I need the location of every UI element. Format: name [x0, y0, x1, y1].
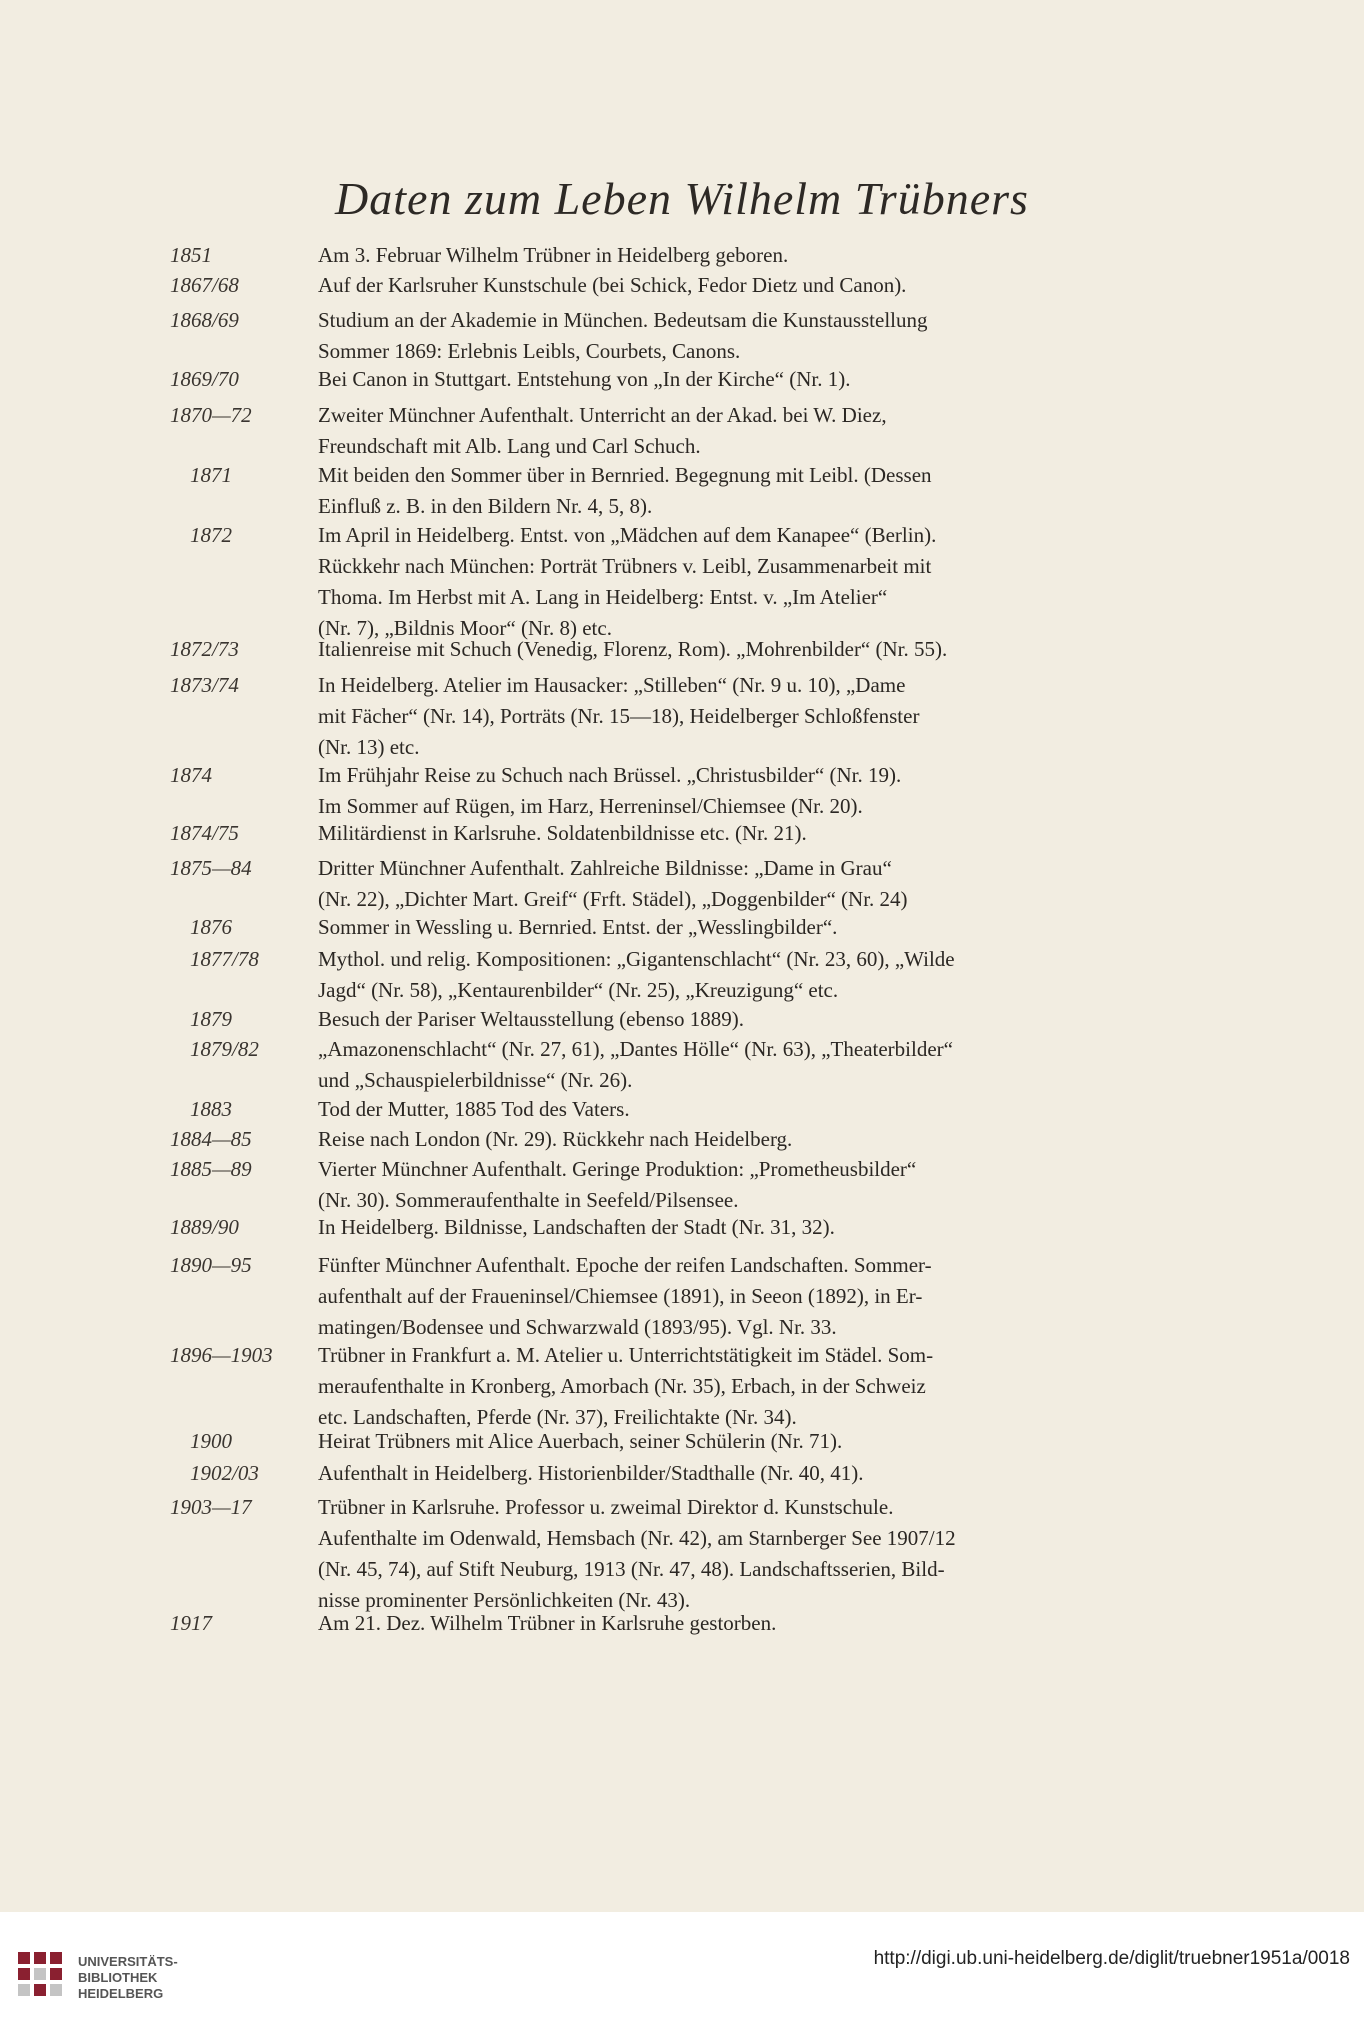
entry-year: 1890—95	[170, 1253, 252, 1277]
entry-text-line: Fünfter Münchner Aufenthalt. Epoche der reifen Landschaften. Sommer-	[318, 1253, 932, 1277]
entry-text-line: (Nr. 45, 74), auf Stift Neuburg, 1913 (Nr. 47, 48). Landschaftsserien, Bild-	[318, 1557, 945, 1581]
entry-text	[318, 270, 1188, 301]
entry-year: 1874/75	[170, 821, 239, 845]
entry-text-line: Heirat Trübners mit Alice Auerbach, seiner Schülerin (Nr. 71).	[318, 1429, 843, 1453]
entry-text	[318, 1492, 1188, 1616]
entry-text-line: „Amazonenschlacht“ (Nr. 27, 61), „Dantes Hölle“ (Nr. 63), „Theaterbilder“	[318, 1037, 953, 1061]
entry-text	[318, 1212, 1188, 1243]
entry-text-line: (Nr. 13) etc.	[318, 735, 420, 759]
entry-text-line: Militärdienst in Karlsruhe. Soldatenbildnisse etc. (Nr. 21).	[318, 821, 807, 845]
entry-text-line: aufenthalt auf der Fraueninsel/Chiemsee (1891), in Seeon (1892), in Er-	[318, 1284, 923, 1308]
entry-year: 1879	[190, 1007, 232, 1031]
entry-text	[318, 1250, 1188, 1343]
entry-text-line: Besuch der Pariser Weltausstellung (ebenso 1889).	[318, 1007, 744, 1031]
entry-text	[318, 670, 1188, 763]
library-logo-icon	[12, 1948, 70, 2004]
entry-year: 1896—1903	[170, 1343, 273, 1367]
entry-year: 1903—17	[170, 1495, 252, 1519]
entry-year: 1879/82	[190, 1037, 259, 1061]
entry-text	[318, 912, 1188, 943]
entry-year: 1873/74	[170, 673, 239, 697]
entry-year: 1867/68	[170, 273, 239, 297]
entry-year: 1872/73	[170, 637, 239, 661]
entry-text-line: Im Frühjahr Reise zu Schuch nach Brüssel. „Christusbilder“ (Nr. 19).	[318, 763, 902, 787]
entry-text-line: Thoma. Im Herbst mit A. Lang in Heidelberg: Entst. v. „Im Atelier“	[318, 585, 888, 609]
entry-year: 1869/70	[170, 367, 239, 391]
entry-text-line: Sommer 1869: Erlebnis Leibls, Courbets, Canons.	[318, 339, 741, 363]
entry-text	[318, 240, 1188, 271]
library-name-line: UNIVERSITÄTS-	[78, 1954, 178, 1969]
entry-year: 1876	[190, 915, 232, 939]
entry-text-line: Sommer in Wessling u. Bernried. Entst. der „Wesslingbilder“.	[318, 915, 838, 939]
entry-text-line: (Nr. 22), „Dichter Mart. Greif“ (Frft. Städel), „Doggenbilder“ (Nr. 24)	[318, 887, 908, 911]
entry-text	[318, 1154, 1188, 1216]
entry-text	[318, 760, 1188, 822]
entry-text	[318, 400, 1188, 462]
entry-text-line: und „Schauspielerbildnisse“ (Nr. 26).	[318, 1068, 633, 1092]
entry-text-line: meraufenthalte in Kronberg, Amorbach (Nr. 35), Erbach, in der Schweiz	[318, 1374, 926, 1398]
entry-text	[318, 460, 1188, 522]
entry-text-line: In Heidelberg. Atelier im Hausacker: „Stilleben“ (Nr. 9 u. 10), „Dame	[318, 673, 906, 697]
entry-text-line: etc. Landschaften, Pferde (Nr. 37), Freilichtakte (Nr. 34).	[318, 1405, 797, 1429]
entry-text-line: In Heidelberg. Bildnisse, Landschaften der Stadt (Nr. 31, 32).	[318, 1215, 835, 1239]
entry-text-line: Tod der Mutter, 1885 Tod des Vaters.	[318, 1097, 630, 1121]
entry-text-line: Dritter Münchner Aufenthalt. Zahlreiche Bildnisse: „Dame in Grau“	[318, 856, 892, 880]
entry-year: 1875—84	[170, 856, 252, 880]
entry-text-line: Im April in Heidelberg. Entst. von „Mädchen auf dem Kanapee“ (Berlin).	[318, 523, 937, 547]
footer-bar	[0, 1912, 1364, 2030]
entry-text-line: Einfluß z. B. in den Bildern Nr. 4, 5, 8).	[318, 494, 653, 518]
entry-year: 1877/78	[190, 947, 259, 971]
entry-text	[318, 1608, 1188, 1639]
entry-text-line: Aufenthalte im Odenwald, Hemsbach (Nr. 42), am Starnberger See 1907/12	[318, 1526, 956, 1550]
library-name	[78, 1954, 178, 2002]
entry-text	[318, 944, 1188, 1006]
entry-text-line: Mit beiden den Sommer über in Bernried. Begegnung mit Leibl. (Dessen	[318, 463, 932, 487]
entry-text	[318, 1094, 1188, 1125]
page-title: Daten zum Leben Wilhelm Trübners	[335, 173, 1029, 224]
entry-text-line: nisse prominenter Persönlichkeiten (Nr. 43).	[318, 1588, 691, 1612]
entry-year: 1900	[190, 1429, 232, 1453]
entry-text	[318, 364, 1188, 395]
entry-year: 1851	[170, 243, 212, 267]
entry-text-line: matingen/Bodensee und Schwarzwald (1893/95). Vgl. Nr. 33.	[318, 1315, 837, 1339]
entry-text	[318, 305, 1188, 367]
entry-text-line: Reise nach London (Nr. 29). Rückkehr nach Heidelberg.	[318, 1127, 793, 1151]
entry-year: 1874	[170, 763, 212, 787]
entry-text-line: Auf der Karlsruher Kunstschule (bei Schick, Fedor Dietz und Canon).	[318, 273, 907, 297]
entry-text	[318, 634, 1188, 665]
entry-text	[318, 1458, 1188, 1489]
entry-text-line: mit Fächer“ (Nr. 14), Porträts (Nr. 15—18), Heidelberger Schloßfenster	[318, 704, 920, 728]
entry-text-line: Bei Canon in Stuttgart. Entstehung von „In der Kirche“ (Nr. 1).	[318, 367, 851, 391]
entry-text-line: (Nr. 30). Sommeraufenthalte in Seefeld/Pilsensee.	[318, 1188, 739, 1212]
entry-text-line: Freundschaft mit Alb. Lang und Carl Schuch.	[318, 434, 701, 458]
entry-text-line: Zweiter Münchner Aufenthalt. Unterricht an der Akad. bei W. Diez,	[318, 403, 887, 427]
entry-text	[318, 1340, 1188, 1433]
entry-year: 1883	[190, 1097, 232, 1121]
entry-year: 1884—85	[170, 1127, 252, 1151]
entry-year: 1871	[190, 463, 232, 487]
library-name-line: HEIDELBERG	[78, 1986, 164, 2001]
entry-text-line: Studium an der Akademie in München. Bedeutsam die Kunstausstellung	[318, 308, 928, 332]
source-url-link[interactable]: http://digi.ub.uni-heidelberg.de/diglit/truebner1951a/0018	[873, 1948, 1350, 1969]
entry-text-line: Italienreise mit Schuch (Venedig, Florenz, Rom). „Mohrenbilder“ (Nr. 55).	[318, 637, 948, 661]
entry-year: 1872	[190, 523, 232, 547]
entry-text-line: (Nr. 7), „Bildnis Moor“ (Nr. 8) etc.	[318, 616, 612, 640]
entry-text	[318, 853, 1188, 915]
entry-text	[318, 818, 1188, 849]
entry-text-line: Rückkehr nach München: Porträt Trübners v. Leibl, Zusammenarbeit mit	[318, 554, 932, 578]
entry-year: 1870—72	[170, 403, 252, 427]
entry-text-line: Trübner in Frankfurt a. M. Atelier u. Unterrichtstätigkeit im Städel. Som-	[318, 1343, 934, 1367]
entry-year: 1889/90	[170, 1215, 239, 1239]
entry-text-line: Am 3. Februar Wilhelm Trübner in Heidelberg geboren.	[318, 243, 789, 267]
entry-text-line: Vierter Münchner Aufenthalt. Geringe Produktion: „Prometheusbilder“	[318, 1157, 917, 1181]
library-name-line: BIBLIOTHEK	[78, 1970, 158, 1985]
entry-year: 1868/69	[170, 308, 239, 332]
entry-year: 1902/03	[190, 1461, 259, 1485]
entry-text	[318, 1034, 1188, 1096]
entry-text-line: Trübner in Karlsruhe. Professor u. zweimal Direktor d. Kunstschule.	[318, 1495, 894, 1519]
entry-text	[318, 1426, 1188, 1457]
entry-text-line: Aufenthalt in Heidelberg. Historienbilder/Stadthalle (Nr. 40, 41).	[318, 1461, 864, 1485]
entry-year: 1885—89	[170, 1157, 252, 1181]
entry-text	[318, 1124, 1188, 1155]
entry-text	[318, 1004, 1188, 1035]
entry-text-line: Mythol. und relig. Kompositionen: „Gigantenschlacht“ (Nr. 23, 60), „Wilde	[318, 947, 955, 971]
entry-year: 1917	[170, 1611, 212, 1635]
entry-text	[318, 520, 1188, 644]
entry-text-line: Im Sommer auf Rügen, im Harz, Herreninsel/Chiemsee (Nr. 20).	[318, 794, 863, 818]
entry-text-line: Am 21. Dez. Wilhelm Trübner in Karlsruhe gestorben.	[318, 1611, 777, 1635]
entry-text-line: Jagd“ (Nr. 58), „Kentaurenbilder“ (Nr. 25), „Kreuzigung“ etc.	[318, 978, 839, 1002]
